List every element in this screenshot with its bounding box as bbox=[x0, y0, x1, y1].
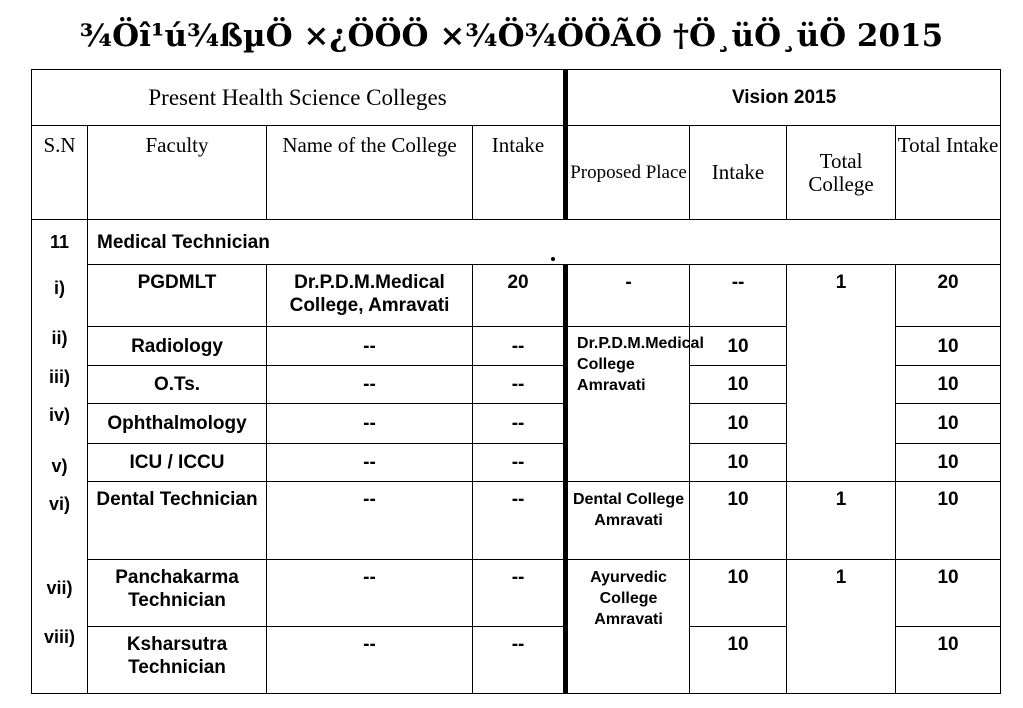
section-name: Medical Technician bbox=[88, 220, 1001, 265]
table-row bbox=[32, 559, 1001, 626]
col-proposed-place-header: Proposed Place bbox=[566, 126, 690, 220]
row-vision-intake: 10 bbox=[690, 443, 787, 481]
col-total-college-header: Total College bbox=[787, 126, 896, 220]
row-faculty: Ksharsutra Technician bbox=[88, 626, 267, 693]
group-header-row bbox=[32, 70, 1001, 126]
colleges-table bbox=[31, 69, 1001, 694]
row-faculty: O.Ts. bbox=[88, 366, 267, 404]
shared-proposed-place: Dr.P.D.M.Medical College Amravati bbox=[566, 327, 690, 481]
row-intake: -- bbox=[473, 626, 566, 693]
col-total-intake-header: Total Intake bbox=[896, 126, 1001, 220]
table-row bbox=[32, 265, 1001, 327]
row-faculty: Dental Technician bbox=[88, 481, 267, 559]
section-number: 11 bbox=[32, 220, 88, 265]
row-sn: vi) bbox=[32, 481, 88, 559]
row-vision-intake: -- bbox=[690, 265, 787, 327]
row-total-intake: 10 bbox=[896, 481, 1001, 559]
row-vision-intake: 10 bbox=[690, 481, 787, 559]
present-colleges-header: Present Health Science Colleges bbox=[32, 70, 566, 126]
row-faculty: ICU / ICCU bbox=[88, 443, 267, 481]
section-row bbox=[32, 220, 1001, 265]
row-college: -- bbox=[267, 366, 473, 404]
row-faculty: Ophthalmology bbox=[88, 404, 267, 443]
row-total-intake: 10 bbox=[896, 443, 1001, 481]
row-intake: -- bbox=[473, 481, 566, 559]
row-sn: ii) bbox=[32, 327, 88, 366]
row-college: -- bbox=[267, 443, 473, 481]
row-sn: iii) bbox=[32, 366, 88, 404]
row-intake: -- bbox=[473, 559, 566, 626]
row-total-college: 1 bbox=[787, 559, 896, 693]
col-faculty-header: Faculty bbox=[88, 126, 267, 220]
row-sn: viii) bbox=[32, 626, 88, 693]
row-intake: -- bbox=[473, 404, 566, 443]
row-total-intake: 20 bbox=[896, 265, 1001, 327]
row-college: Dr.P.D.M.Medical College, Amravati bbox=[267, 265, 473, 327]
row-sn: v) bbox=[32, 443, 88, 481]
row-college: -- bbox=[267, 481, 473, 559]
row-intake: -- bbox=[473, 366, 566, 404]
row-vision-intake: 10 bbox=[690, 404, 787, 443]
row-total-intake: 10 bbox=[896, 327, 1001, 366]
column-header-row bbox=[32, 126, 1001, 220]
row-college: -- bbox=[267, 626, 473, 693]
row-intake: -- bbox=[473, 443, 566, 481]
row-sn: i) bbox=[32, 265, 88, 327]
row-vision-intake: 10 bbox=[690, 327, 787, 366]
row-proposed-place: Dental College Amravati bbox=[566, 481, 690, 559]
col-intake-header: Intake bbox=[473, 126, 566, 220]
row-college: -- bbox=[267, 404, 473, 443]
row-total-college: 1 bbox=[787, 481, 896, 559]
row-faculty: Panchakarma Technician bbox=[88, 559, 267, 626]
col-vision-intake-header: Intake bbox=[690, 126, 787, 220]
row-college: -- bbox=[267, 327, 473, 366]
row-proposed-place: Ayurvedic College Amravati bbox=[566, 559, 690, 693]
row-intake: -- bbox=[473, 327, 566, 366]
row-college: -- bbox=[267, 559, 473, 626]
row-total-intake: 10 bbox=[896, 559, 1001, 626]
table-row bbox=[32, 481, 1001, 559]
row-total-intake: 10 bbox=[896, 404, 1001, 443]
row-vision-intake: 10 bbox=[690, 366, 787, 404]
col-sn-header: S.N bbox=[32, 126, 88, 220]
row-total-intake: 10 bbox=[896, 626, 1001, 693]
stray-dot-mark bbox=[551, 257, 555, 261]
row-vision-intake: 10 bbox=[690, 559, 787, 626]
row-intake: 20 bbox=[473, 265, 566, 327]
row-total-college: 1 bbox=[787, 265, 896, 481]
row-sn: vii) bbox=[32, 559, 88, 626]
row-proposed-place: - bbox=[566, 265, 690, 327]
row-vision-intake: 10 bbox=[690, 626, 787, 693]
row-total-intake: 10 bbox=[896, 366, 1001, 404]
row-sn: iv) bbox=[32, 404, 88, 443]
vision-2015-header: Vision 2015 bbox=[566, 70, 1001, 126]
row-faculty: PGDMLT bbox=[88, 265, 267, 327]
page-title: ¾Öî¹ú¾ßµÖ ×¿ÖÖÖ ×¾Ö¾ÖÖÃÖ †Ö¸üÖ¸üÖ 2015 bbox=[79, 18, 944, 54]
row-faculty: Radiology bbox=[88, 327, 267, 366]
col-college-header: Name of the College bbox=[267, 126, 473, 220]
